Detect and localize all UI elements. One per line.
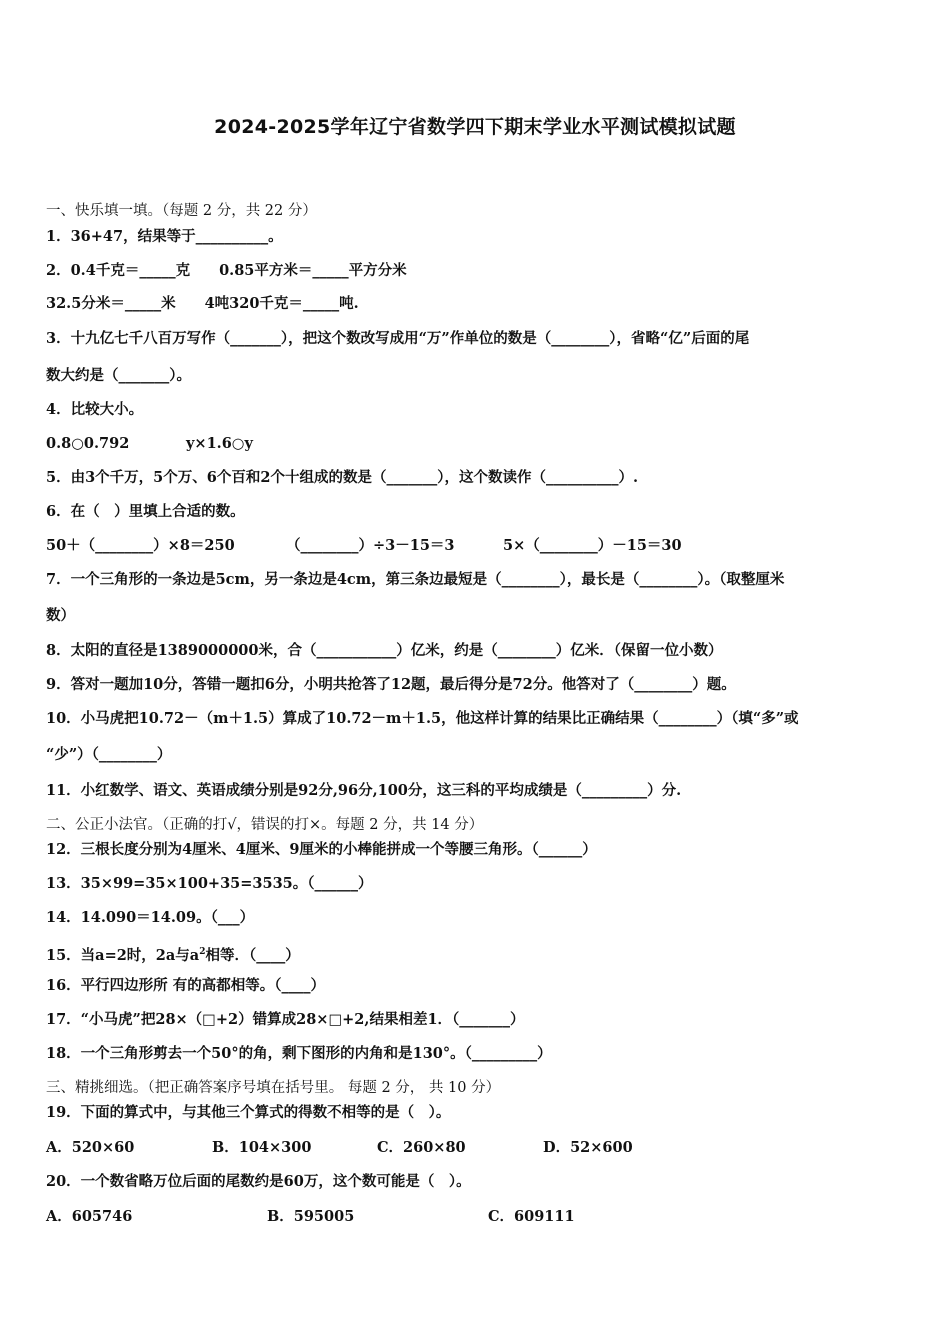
question-20-option-c: C．609111 xyxy=(488,1208,575,1225)
question-20-option-a: A．605746 xyxy=(46,1208,133,1225)
section-3-header: 三、精挑细选。（把正确答案序号填在括号里。 每题 2 分， 共 10 分） xyxy=(46,1080,501,1096)
question-19-option-c: C．260×80 xyxy=(377,1139,466,1156)
question-8: 8．太阳的直径是1389000000米，合（___________）亿米，约是（________）亿米．（保留一位小数） xyxy=(46,642,723,659)
question-15-text-end: 相等．（____） xyxy=(205,946,300,964)
section-2-header: 二、公正小法官。（正确的打√，错误的打×。每题 2 分，共 14 分） xyxy=(46,817,484,833)
question-6-blank-3: 5×（________）－15＝30 xyxy=(503,537,682,554)
question-5: 5．由3个千万，5个万、6个百和2个十组成的数是（_______），这个数读作（__________）. xyxy=(46,469,638,486)
question-4-compare-1: 0.8○0.792 xyxy=(46,435,130,452)
question-6: 6．在（ ）里填上合适的数。 xyxy=(46,503,245,520)
question-20: 20．一个数省略万位后面的尾数约是60万，这个数可能是（ ）。 xyxy=(46,1173,471,1190)
question-1: 1．36+47，结果等于__________。 xyxy=(46,228,283,245)
page-title: 2024-2025学年辽宁省数学四下期末学业水平测试模拟试题 xyxy=(214,116,736,138)
question-10-line-1: 10．小马虎把10.72－（m＋1.5）算成了10.72－m＋1.5，他这样计算的结果比正确结果（________）（填“多”或 xyxy=(46,710,799,727)
question-15-text: 15．当a=2时，2a与a xyxy=(46,946,200,964)
question-19-option-d: D．52×600 xyxy=(543,1139,633,1156)
question-7-line-1: 7．一个三角形的一条边是5cm，另一条边是4cm，第三条边最短是（________），最长是（________）。（取整厘米 xyxy=(46,571,785,588)
question-9: 9．答对一题加10分，答错一题扣6分，小明共抢答了12题，最后得分是72分。他答对了（________）题。 xyxy=(46,676,736,693)
question-20-option-b: B．595005 xyxy=(267,1208,355,1225)
question-2-line-1: 2．0.4千克＝_____克 0.85平方米＝_____平方分米 xyxy=(46,262,407,279)
question-7-line-2: 数） xyxy=(46,607,75,624)
question-17: 17．“小马虎”把28×（□+2）错算成28×□+2,结果相差1．（_______） xyxy=(46,1011,525,1028)
question-18: 18．一个三角形剪去一个50°的角，剩下图形的内角和是130°。（_________） xyxy=(46,1045,552,1062)
question-6-blank-2: （________）÷3－15＝3 xyxy=(286,537,455,554)
question-3-line-2: 数大约是（_______）。 xyxy=(46,367,191,384)
question-12: 12．三根长度分别为4厘米、4厘米、9厘米的小棒能拼成一个等腰三角形。（______） xyxy=(46,841,597,858)
question-2-line-2: 32.5分米＝_____米 4吨320千克＝_____吨. xyxy=(46,295,359,312)
question-6-blank-1: 50＋（________）×8＝250 xyxy=(46,537,235,554)
question-15-exponent: 2 xyxy=(199,947,206,957)
question-19-option-b: B．104×300 xyxy=(212,1139,312,1156)
question-3-line-1: 3．十九亿七千八百万写作（_______），把这个数改写成用“万”作单位的数是（________），省略“亿”后面的尾 xyxy=(46,330,750,347)
section-1-header: 一、快乐填一填。（每题 2 分，共 22 分） xyxy=(46,203,317,219)
question-19-option-a: A．520×60 xyxy=(46,1139,135,1156)
question-15 xyxy=(46,942,300,966)
question-11: 11．小红数学、语文、英语成绩分别是92分,96分,100分，这三科的平均成绩是（_________）分. xyxy=(46,782,682,799)
question-13: 13．35×99=35×100+35=3535。（______） xyxy=(46,875,373,892)
question-14: 14．14.090＝14.09。（___） xyxy=(46,909,255,926)
question-19: 19．下面的算式中，与其他三个算式的得数不相等的是（ ）。 xyxy=(46,1104,451,1121)
question-10-line-2: “少”）（________） xyxy=(46,746,172,763)
question-4-compare-2: y×1.6○y xyxy=(186,435,253,452)
question-16: 16．平行四边形所 有的高都相等。（____） xyxy=(46,977,325,994)
question-4: 4．比较大小。 xyxy=(46,401,144,418)
